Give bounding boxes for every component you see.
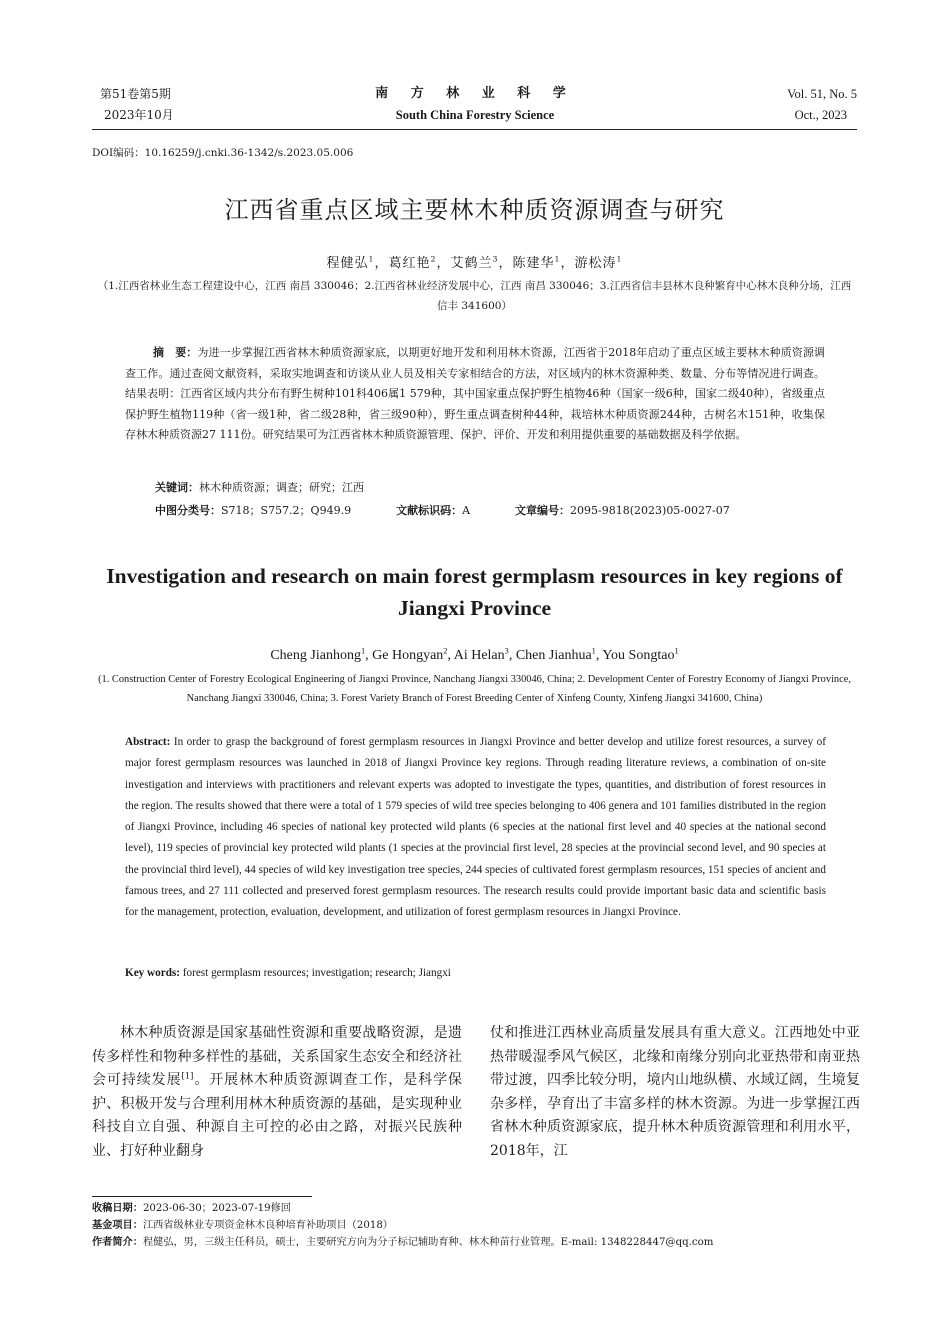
keywords-en-text: forest germplasm resources; investigation; research; Jiangxi <box>182 967 451 979</box>
journal-name-cn: 南 方 林 业 科 学 <box>375 86 575 101</box>
authors-cn: 程健弘$^1$，葛红艳$^2$，艾鹤兰$^3$，陈建华$^1$，游松涛$^1$ <box>326 254 623 271</box>
abstract-cn-text: 为进一步掌握江西省林木种质资源家底，以期更好地开发和利用林木资源，江西省于2018年启动了重点区域主要林木种质资源调查工作。通过查阅文献资料，采取实地调查和访谈从业人员及相关专家相结合的方法，对区域内的林木资源种类、数量、分布等情况进行调查。结果表明：江西省区域内共分布有野生树种101科406属1 579种，其中国家重点保护野生植物46种（国家一级6种，国家二级40种），省级重点保护野生植物119种（省一级1种，省二级28种，省三级90种），野生重点调查树种44种，栽培林木种质资源244种，古树名木151种，收集保存林木种质资源27 111份。研究结果可为江西省林木种质资源管理、保护、评价、开发和利用提供重要的基础数据及科学依据。 <box>125 346 825 441</box>
volume-issue-cn: 第51卷第5期 <box>100 87 171 101</box>
author-cn: 艾鹤兰 <box>450 256 493 271</box>
doi: DOI编码：10.16259/j.cnki.36-1342/s.2023.05.006 <box>92 147 354 159</box>
author-cn: 游松涛 <box>574 256 617 271</box>
author-en: Ge Hongyan <box>372 648 444 663</box>
classification-line <box>155 502 730 518</box>
doc-code-label: 文献标识码： <box>396 504 463 517</box>
clc-label: 中图分类号： <box>155 504 221 517</box>
keywords-cn <box>155 479 364 495</box>
volume-issue-en: Vol. 51, No. 5 <box>787 87 857 101</box>
author-en: Cheng Jianhong <box>270 648 361 663</box>
authors-en: Cheng Jianhong$^1$, Ge Hongyan$^2$, Ai Helan$^3$, Chen Jianhua$^1$, You Songtao$^1$ <box>270 646 679 663</box>
abstract-cn <box>125 343 825 446</box>
clc-value: S718；S757.2；Q949.9 <box>221 504 352 517</box>
keywords-cn-label: 关键词： <box>155 481 199 494</box>
author-en: You Songtao <box>602 648 675 663</box>
keywords-en <box>125 963 826 984</box>
author-cn: 陈建华 <box>512 256 555 271</box>
author-en: Chen Jianhua <box>515 648 592 663</box>
abstract-en <box>125 732 826 924</box>
keywords-en-label: Key words: <box>125 967 180 979</box>
keywords-cn-text: 林木种质资源；调查；研究；江西 <box>199 481 364 494</box>
affiliations-en: (1. Construction Center of Forestry Ecological Engineering of Jiangxi Province, Nanchang Jiangxi 330046, China; 2. Development Center of Forestry Economy of Jiangxi Province, Nanchang Jiangxi 330046, China; 3. Forest Variety Branch of Forest Breeding Center of Xinfeng County, Xinfeng Jiangxi 341600, China) <box>98 674 851 704</box>
abstract-en-label: Abstract: <box>125 736 171 748</box>
doc-code-value: A <box>462 504 471 517</box>
author-bio: 作者简介：程健弘，男，三级主任科员，硕士，主要研究方向为分子标记辅助育种、林木种苗行业管理。E-mail: 1348228447@qq.com <box>92 1237 714 1248</box>
date-cn: 2023年10月 <box>104 108 174 122</box>
fund-project: 基金项目：江西省级林业专项资金林木良种培育补助项目（2018） <box>92 1220 393 1231</box>
date-en: Oct., 2023 <box>794 108 847 122</box>
received-date: 收稿日期：2023-06-30；2023-07-19修回 <box>92 1203 291 1214</box>
title-en: Investigation and research on main forest germplasm resources in key regions of Jiangxi Province <box>106 564 843 620</box>
author-en: Ai Helan <box>453 648 505 663</box>
abstract-en-text: In order to grasp the background of forest germplasm resources in Jiangxi Province and better develop and utilize forest resources, a survey of major forest germplasm resources was launched in 2018 of Jiangxi Province key regions. Through reading literature reviews, a combination of on-site investigation and interviews with practitioners and relevant experts was adopted to investigate the types, quantities, and distribution of forest resources in the region. The results showed that there were a total of 1 579 species of wild tree species belonging to 406 genera and 101 families distributed in the region of Jiangxi Province, including 46 species of national key protected wild plants (6 species at the national first level and 40 species at the national second level), 119 species of provincial key protected wild plants (1 species at the provincial first level, 28 species at the provincial second level, and 90 species at the provincial third level), 44 species of wild key investigation tree species, 244 species of cultivated forest germplasm resources, 151 species of ancient and famous trees, and 27 111 collected and preserved forest germplasm resources. The research results could provide important basic data and scientific basis for the management, protection, evaluation, development, and utilization of forest germplasm resources in Jiangxi Province. <box>125 736 827 919</box>
abstract-cn-label: 摘 要： <box>153 346 198 359</box>
header-rule <box>92 129 857 130</box>
author-cn: 程健弘 <box>326 256 369 271</box>
affiliations-cn: （1.江西省林业生态工程建设中心，江西 南昌 330046；2.江西省林业经济发展中心，江西 南昌 330046；3.江西省信丰县林木良种繁育中心林木良种分场，江西 信丰 341600） <box>97 280 852 312</box>
article-number-label: 文章编号： <box>515 504 571 517</box>
footnotes <box>92 1200 872 1251</box>
journal-name-en: South China Forestry Science <box>395 108 555 122</box>
title-cn: 江西省重点区域主要林木种质资源调查与研究 <box>224 196 725 224</box>
footnote-rule <box>92 1196 312 1197</box>
body-column-right: 仗和推进江西林业高质量发展具有重大意义。江西地处中亚热带暖湿季风气候区，北缘和南缘分别向北亚热带和南亚热带过渡，四季比较分明，境内山地纵横、水域辽阔，生境复杂多样，孕育出了丰富多样的林木资源。为进一步掌握江西省林木种质资源家底，提升林木种质资源管理和利用水平，2018年，江 <box>490 1025 860 1159</box>
reference-1[interactable]: [1] <box>181 1070 194 1081</box>
author-cn: 葛红艳 <box>388 256 431 271</box>
body-column-left: 林木种质资源是国家基础性资源和重要战略资源，是遗传多样性和物种多样性的基础，关系国家生态安全和经济社会可持续发展[1]。开展林木种质资源调查工作，是科学保护、积极开发与合理利用林木种质资源的基础，是实现种业科技自立自强、种源自主可控的必由之路，对振兴民族种业、打好种业翻身 <box>92 1025 462 1159</box>
article-number-value: 2095-9818(2023)05-0027-07 <box>570 504 730 517</box>
